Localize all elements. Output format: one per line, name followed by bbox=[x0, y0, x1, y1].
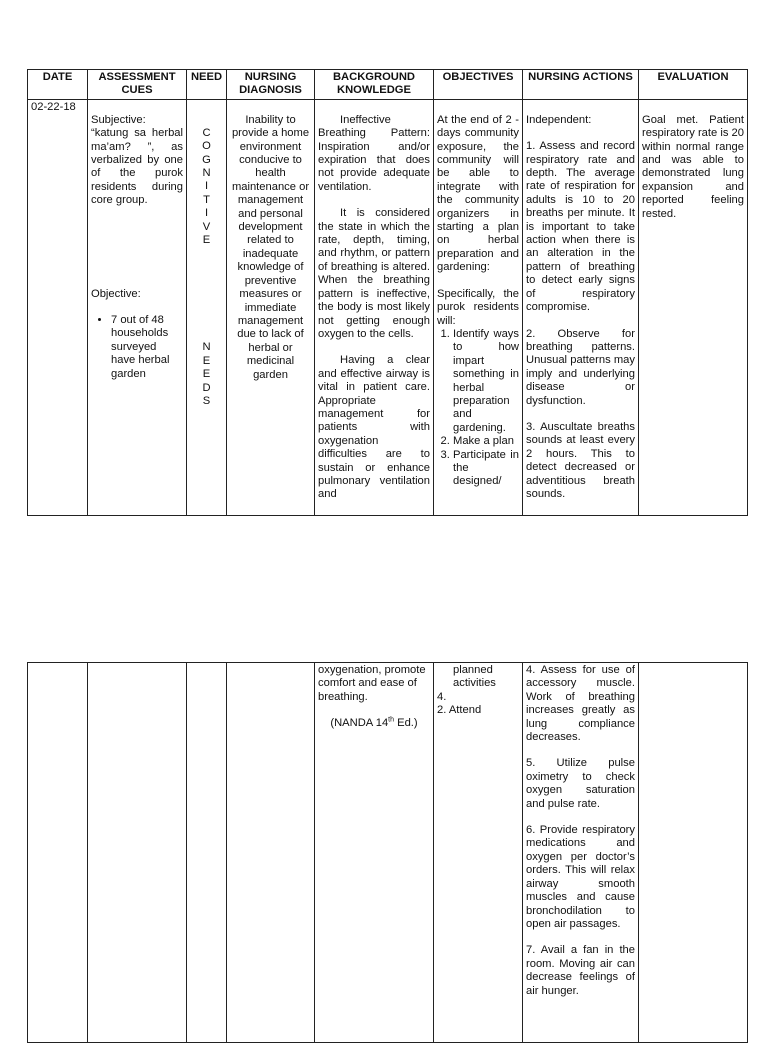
action-2: 2. Observe for breathing patterns. Unusual patterns may imply and underlying disease or dysfunction. bbox=[526, 327, 635, 407]
need-letter: E bbox=[202, 234, 211, 247]
care-plan-table-page1 bbox=[27, 69, 748, 516]
background-p1: Ineffective Breathing Pattern: Inspiration and/or expiration that does not provide adequate ventilation. bbox=[318, 113, 430, 193]
need-letter: T bbox=[203, 193, 210, 206]
background-cell bbox=[315, 99, 434, 515]
need-letter: G bbox=[202, 153, 211, 166]
reference-prefix: (NANDA 14 bbox=[330, 717, 389, 730]
diagnosis-cell bbox=[227, 99, 315, 515]
action-4: 4. Assess for use of accessory muscle. Work of breathing increases greatly as lung compliance decreases. bbox=[526, 664, 635, 744]
background-reference bbox=[318, 717, 430, 730]
need-word-cognitive bbox=[190, 127, 223, 248]
action-5: 5. Utilize pulse oximetry to check oxygen saturation and pulse rate. bbox=[526, 757, 635, 810]
evaluation-text: Goal met. Patient respiratory rate is 20 within normal range and was able to demonstrated lung expansion and reported feeling rested. bbox=[642, 113, 744, 220]
header-need: NEED bbox=[187, 70, 227, 100]
need-letter: V bbox=[202, 220, 211, 233]
objectives-cell-cont bbox=[434, 663, 523, 1043]
objectives-item-4: 4. bbox=[437, 690, 447, 703]
reference-suffix: Ed.) bbox=[394, 717, 418, 730]
action-6: 6. Provide respiratory medications and oxygen per doctor’s orders. This will relax airway smooth muscles and cause bronchodilation to open air passages. bbox=[526, 824, 635, 930]
background-continued: oxygenation, promote comfort and ease of breathing. bbox=[318, 664, 426, 703]
objectives-continued: planned activities bbox=[453, 664, 496, 690]
objective-item-2: 2. Make a plan bbox=[453, 435, 519, 448]
table-row bbox=[28, 99, 748, 515]
need-cell-cont bbox=[187, 663, 227, 1043]
header-row bbox=[28, 70, 748, 100]
need-letter: O bbox=[202, 140, 211, 153]
date-value: 02-22-18 bbox=[31, 100, 76, 113]
need-letter: I bbox=[204, 180, 209, 193]
objective-label: Objective: bbox=[91, 287, 141, 300]
objectives-attend: 2. Attend bbox=[437, 704, 482, 717]
diagnosis-cell-cont bbox=[227, 663, 315, 1043]
objectives-specific: Specifically, the purok residents will: bbox=[437, 287, 519, 327]
evaluation-cell-cont bbox=[639, 663, 748, 1043]
actions-independent-label: Independent: bbox=[526, 113, 592, 126]
objective-item-1: 1. Identify ways to how impart something in herbal preparation and gardening. bbox=[453, 328, 519, 435]
header-date: DATE bbox=[28, 70, 88, 100]
subjective-cue: Subjective: “katung sa herbal ma’am? ”, as verbalized by one of the purok residents during core group. bbox=[91, 113, 183, 207]
need-letter: N bbox=[202, 167, 211, 180]
action-1: 1. Assess and record respiratory rate and depth. The average rate of respiration for adults is 10 to 20 breaths per minute. It is important to take action when there is an alteration in the pattern of breathing to detect early signs of respiratory compromise. bbox=[526, 140, 635, 314]
background-p3: Having a clear and effective airway is vital in patient care. Appropriate management for patients with oxygenation difficulties are to sustain or enhance pulmonary ventilation and bbox=[318, 354, 430, 501]
actions-cell-cont bbox=[523, 663, 639, 1043]
table-row bbox=[28, 663, 748, 1043]
need-letter: S bbox=[202, 395, 211, 408]
need-letter: I bbox=[204, 207, 209, 220]
header-nursing-actions: NURSING ACTIONS bbox=[523, 70, 639, 100]
objectives-cell bbox=[434, 99, 523, 515]
header-assessment-cues: ASSESSMENT CUES bbox=[88, 70, 187, 100]
care-plan-table-page2 bbox=[27, 662, 748, 1043]
need-letter: E bbox=[202, 354, 211, 367]
need-cell bbox=[187, 99, 227, 515]
date-cell-cont bbox=[28, 663, 88, 1043]
objectives-intro: At the end of 2 - days community exposure, the community will be able to integrate with the community organizers in starting a plan on herbal preparation and gardening: bbox=[437, 113, 519, 274]
need-letter: E bbox=[202, 368, 211, 381]
header-evaluation: EVALUATION bbox=[639, 70, 748, 100]
action-7: 7. Avail a fan in the room. Moving air can decrease feelings of air hunger. bbox=[526, 944, 635, 997]
background-cell-cont bbox=[315, 663, 434, 1043]
background-p2: It is considered the state in which the rate, depth, timing, and rhythm, or pattern of breathing is altered. When the breathing pattern is ineffective, the body is most likely not getting enough oxygen to the cells. bbox=[318, 207, 430, 340]
need-letter: N bbox=[202, 341, 211, 354]
need-word-needs bbox=[190, 341, 223, 408]
header-objectives: OBJECTIVES bbox=[434, 70, 523, 100]
need-letter: D bbox=[202, 381, 211, 394]
header-background-knowledge: BACKGROUND KNOWLEDGE bbox=[315, 70, 434, 100]
objective-cue: • 7 out of 48 households surveyed have herbal garden bbox=[111, 314, 183, 381]
need-letter: C bbox=[202, 126, 211, 139]
header-nursing-diagnosis: NURSING DIAGNOSIS bbox=[227, 70, 315, 100]
assessment-cell-cont bbox=[88, 663, 187, 1043]
actions-cell bbox=[523, 99, 639, 515]
diagnosis-text: Inability to provide a home environment conducive to health maintenance or management and personal development related to inadequate knowledge of preventive measures or immediate management due to lack of herbal or medicinal garden bbox=[231, 113, 310, 381]
evaluation-cell bbox=[639, 99, 748, 515]
reference-sup: th bbox=[388, 716, 395, 724]
action-3: 3. Auscultate breaths sounds at least every 2 hours. This to detect decreased or adventitious breath sounds. bbox=[526, 420, 635, 500]
assessment-cell bbox=[88, 99, 187, 515]
objective-item-3: 3. Participate in the designed/ bbox=[453, 449, 519, 489]
date-cell bbox=[28, 99, 88, 515]
